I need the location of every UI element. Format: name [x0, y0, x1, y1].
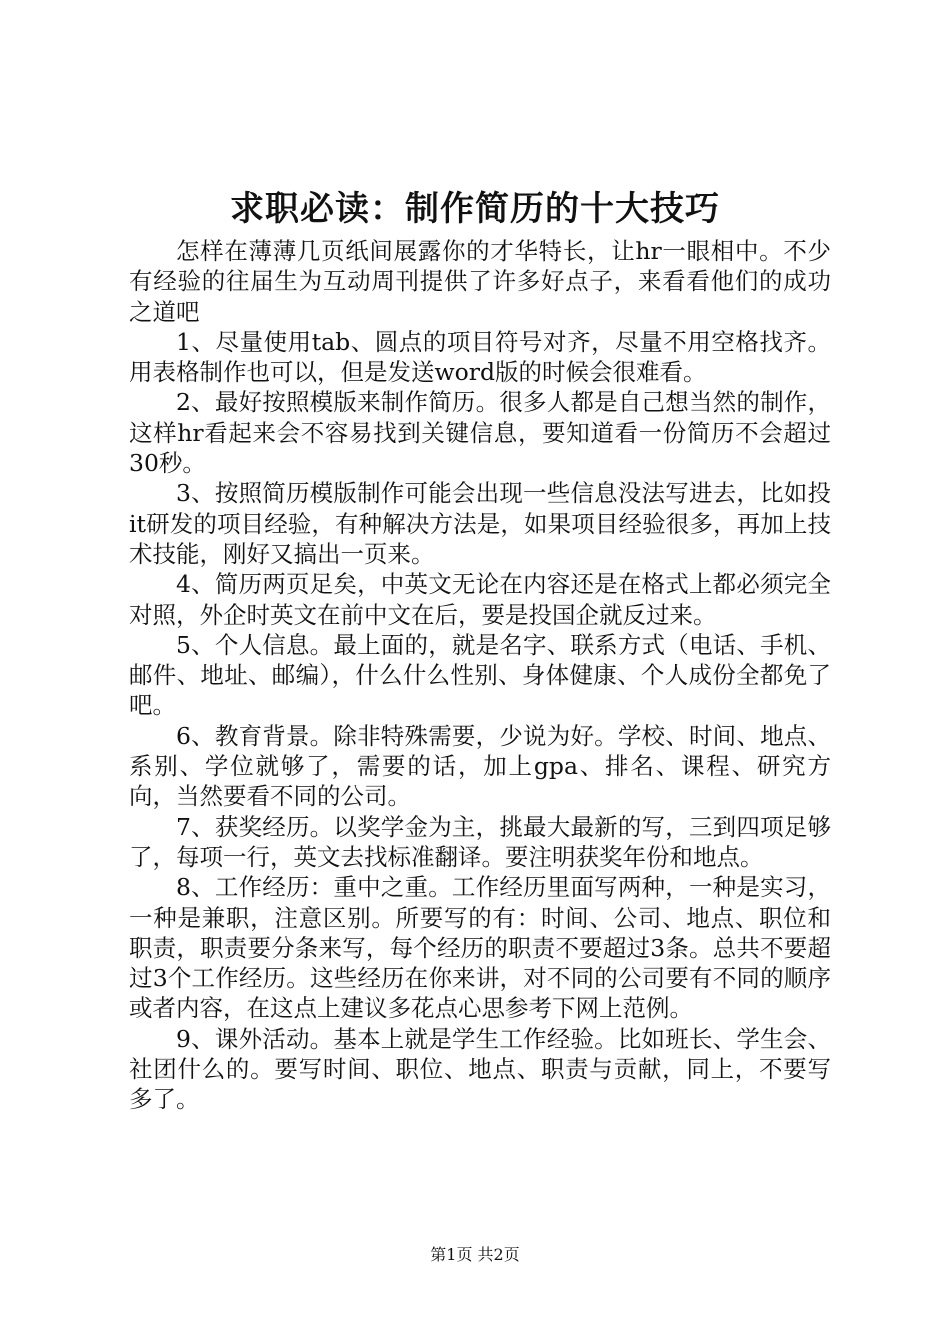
paragraph-tip-7: 7、获奖经历。以奖学金为主，挑最大最新的写，三到四项足够了，每项一行，英文去找标准翻译。要注明获奖年份和地点。 [129, 812, 831, 871]
paragraph-tip-8: 8、工作经历：重中之重。工作经历里面写两种，一种是实习，一种是兼职，注意区别。所要写的有：时间、公司、地点、职位和职责，职责要分条来写，每个经历的职责不要超过3条。总共不要超过3个工作经历。这些经历在你来讲，对不同的公司要有不同的顺序或者内容，在这点上建议多花点心思参考下网上范例。 [129, 873, 831, 1023]
paragraph-tip-5: 5、个人信息。最上面的，就是名字、联系方式（电话、手机、邮件、地址、邮编），什么什么性别、身体健康、个人成份全都免了吧。 [129, 630, 831, 720]
document-title: 求职必读：制作简历的十大技巧 [230, 189, 720, 229]
paragraph-tip-1: 1、尽量使用tab、圆点的项目符号对齐，尽量不用空格找齐。用表格制作也可以，但是发送word版的时候会很难看。 [129, 327, 831, 387]
paragraph-tip-6: 6、教育背景。除非特殊需要，少说为好。学校、时间、地点、系别、学位就够了，需要的话，加上gpa、排名、课程、研究方向，当然要看不同的公司。 [129, 721, 831, 811]
document-body [129, 236, 831, 1115]
paragraph-tip-2: 2、最好按照模版来制作简历。很多人都是自己想当然的制作，这样hr看起来会不容易找到关键信息，要知道看一份简历不会超过30秒。 [129, 388, 831, 478]
paragraph-tip-4: 4、简历两页足矣，中英文无论在内容还是在格式上都必须完全对照，外企时英文在前中文在后，要是投国企就反过来。 [129, 570, 831, 629]
paragraph-intro: 怎样在薄薄几页纸间展露你的才华特长，让hr一眼相中。不少有经验的往届生为互动周刊提供了许多好点子，来看看他们的成功之道吧 [129, 237, 831, 326]
paragraph-tip-9: 9、课外活动。基本上就是学生工作经验。比如班长、学生会、社团什么的。要写时间、职位、地点、职责与贡献，同上，不要写多了。 [129, 1024, 831, 1114]
paragraph-tip-3: 3、按照简历模版制作可能会出现一些信息没法写进去，比如投it研发的项目经验，有种解决方法是，如果项目经验很多，再加上技术技能，刚好又搞出一页来。 [129, 479, 831, 568]
page-footer: 第1页 共2页 [430, 1245, 520, 1264]
